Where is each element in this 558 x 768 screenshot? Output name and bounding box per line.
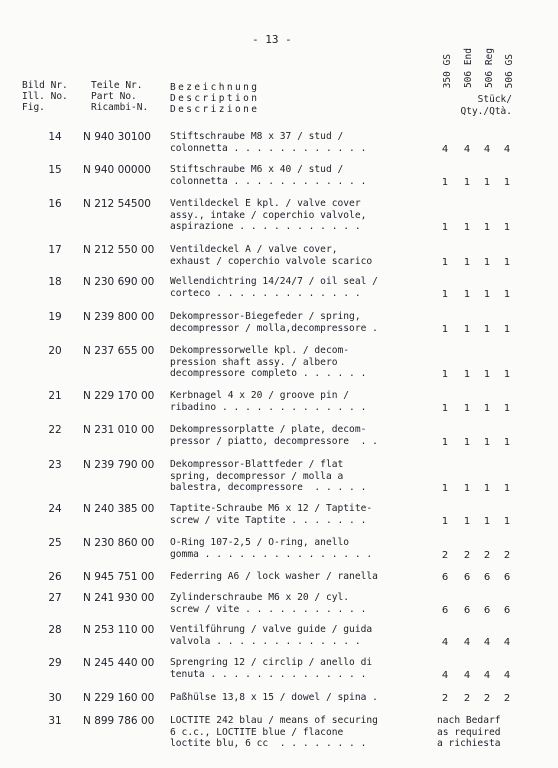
quantity-cell: 1 xyxy=(463,323,471,335)
part-description: Zylinderschraube M6 x 20 / cyl. screw / vite . . . . . . . . . . . xyxy=(170,592,367,615)
part-description: Taptite-Schraube M6 x 12 / Taptite- screw / vite Taptite . . . . . . . xyxy=(170,503,373,526)
header-desc-en: Description xyxy=(170,93,260,104)
quantity-cell: 1 xyxy=(503,323,511,335)
quantity-cell: 1 xyxy=(441,176,449,188)
quantity-cell: 1 xyxy=(483,176,491,188)
part-number: N 940 30100 xyxy=(83,131,151,143)
header-qty-de: Stück/ xyxy=(477,94,512,105)
quantity-cell: 4 xyxy=(503,669,511,681)
figure-number: 22 xyxy=(48,424,62,436)
quantity-cell: 2 xyxy=(503,693,511,704)
figure-number: 16 xyxy=(48,198,62,210)
quantity-cell: 1 xyxy=(441,222,449,233)
part-description: O-Ring 107-2,5 / O-ring, anello gomma . . . . . . . . . . . . . . . xyxy=(170,537,373,560)
quantity-cell: 1 xyxy=(441,323,449,335)
part-number: N 229 170 00 xyxy=(83,390,155,402)
figure-number: 24 xyxy=(48,503,62,515)
header-qty xyxy=(444,94,512,118)
part-description: Stiftschraube M6 x 40 / stud / colonnetta . . . . . . . . . . . . xyxy=(170,164,367,187)
quantity-cell: 1 xyxy=(483,323,491,335)
part-description: Ventilführung / valve guide / guida valvola . . . . . . . . . . . . . xyxy=(170,624,373,647)
figure-number: 27 xyxy=(48,592,62,604)
quantity-cell: 1 xyxy=(463,288,471,300)
quantity-cell: 2 xyxy=(503,549,511,561)
figure-number: 14 xyxy=(48,131,62,143)
header-fig-de: Bild Nr. xyxy=(22,80,68,91)
part-description: Sprengring 12 / circlip / anello di tenuta . . . . . . . . . . . . . . xyxy=(170,657,373,680)
part-number: N 229 160 00 xyxy=(83,692,155,704)
figure-number: 29 xyxy=(48,657,62,669)
model-506-reg: 506 Reg xyxy=(484,47,495,88)
figure-number: 31 xyxy=(48,715,62,727)
part-description: Kerbnagel 4 x 20 / groove pin / ribadino . . . . . . . . . . . . . xyxy=(170,390,367,413)
quantity-cell: 1 xyxy=(503,483,511,494)
quantity-cell: 1 xyxy=(503,515,511,527)
figure-number: 23 xyxy=(48,459,62,471)
quantity-note: nach Bedarf as required a richiesta xyxy=(437,715,501,749)
part-description: Federring A6 / lock washer / ranella xyxy=(170,571,378,582)
quantity-cell: 4 xyxy=(503,143,511,155)
quantity-cell: 1 xyxy=(503,222,511,233)
figure-number: 25 xyxy=(48,537,62,549)
figure-number: 19 xyxy=(48,311,62,323)
figure-number: 17 xyxy=(48,244,62,256)
figure-number: 18 xyxy=(48,276,62,288)
quantity-cell: 6 xyxy=(441,604,449,616)
part-description: Paßhülse 13,8 x 15 / dowel / spina . xyxy=(170,692,378,703)
quantity-cell: 1 xyxy=(463,176,471,188)
quantity-cell: 6 xyxy=(503,572,511,583)
quantity-cell: 1 xyxy=(463,222,471,233)
quantity-cell: 4 xyxy=(463,636,471,648)
quantity-cell: 1 xyxy=(503,436,511,448)
quantity-cell: 1 xyxy=(503,402,511,414)
quantity-cell: 1 xyxy=(483,288,491,300)
quantity-cell: 1 xyxy=(441,402,449,414)
quantity-cell: 6 xyxy=(463,572,471,583)
part-number: N 253 110 00 xyxy=(83,624,155,636)
part-number: N 231 010 00 xyxy=(83,424,155,436)
quantity-cell: 1 xyxy=(483,402,491,414)
quantity-cell: 1 xyxy=(463,483,471,494)
quantity-cell: 6 xyxy=(483,604,491,616)
header-part-it: Ricambi-N. xyxy=(91,102,149,113)
part-description: Dekompressor-Blattfeder / flat spring, decompressor / molla a balestra, decompressore . . . . . xyxy=(170,459,367,493)
header-part-de: Teile Nr. xyxy=(91,80,143,91)
quantity-cell: 1 xyxy=(463,402,471,414)
quantity-cell: 1 xyxy=(441,515,449,527)
figure-number: 26 xyxy=(48,571,62,583)
figure-number: 28 xyxy=(48,624,62,636)
header-fig-it: Fig. xyxy=(22,102,45,113)
quantity-cell: 4 xyxy=(503,636,511,648)
quantity-cell: 6 xyxy=(483,572,491,583)
part-number: N 945 751 00 xyxy=(83,571,155,583)
part-number: N 241 930 00 xyxy=(83,592,155,604)
header-description-column xyxy=(170,82,259,115)
header-desc-it: Descrizione xyxy=(170,104,260,115)
part-number: N 940 00000 xyxy=(83,164,151,176)
quantity-cell: 4 xyxy=(463,143,471,155)
quantity-cell: 1 xyxy=(483,222,491,233)
quantity-cell: 2 xyxy=(463,693,471,704)
part-description: Stiftschraube M8 x 37 / stud / colonnetta . . . . . . . . . . . . xyxy=(170,131,367,154)
part-number: N 240 385 00 xyxy=(83,503,155,515)
part-number: N 230 690 00 xyxy=(83,276,155,288)
quantity-cell: 1 xyxy=(463,515,471,527)
figure-number: 21 xyxy=(48,390,62,402)
part-number: N 899 786 00 xyxy=(83,715,155,727)
quantity-cell: 2 xyxy=(441,549,449,561)
quantity-cell: 1 xyxy=(441,288,449,300)
quantity-cell: 1 xyxy=(441,436,449,448)
quantity-cell: 1 xyxy=(483,483,491,494)
header-fig-column xyxy=(22,80,68,113)
part-description: Dekompressorwelle kpl. / decom- pression shaft assy. / albero decompressore completo . . . . . . xyxy=(170,345,367,379)
quantity-cell: 2 xyxy=(441,693,449,704)
part-description: Ventildeckel A / valve cover, exhaust / coperchio valvole scarico xyxy=(170,244,373,267)
quantity-cell: 6 xyxy=(441,572,449,583)
header-part-en: Part No. xyxy=(91,91,137,102)
quantity-cell: 1 xyxy=(463,436,471,448)
quantity-cell: 4 xyxy=(483,636,491,648)
figure-number: 15 xyxy=(48,164,62,176)
part-number: N 239 790 00 xyxy=(83,459,155,471)
quantity-cell: 1 xyxy=(441,369,449,380)
part-number: N 239 800 00 xyxy=(83,311,155,323)
quantity-cell: 6 xyxy=(463,604,471,616)
quantity-cell: 1 xyxy=(483,256,491,268)
quantity-cell: 1 xyxy=(503,256,511,268)
quantity-cell: 1 xyxy=(503,369,511,380)
quantity-cell: 1 xyxy=(483,515,491,527)
quantity-cell: 1 xyxy=(463,369,471,380)
quantity-cell: 1 xyxy=(503,288,511,300)
part-number: N 245 440 00 xyxy=(83,657,155,669)
part-description: LOCTITE 242 blau / means of securing 6 c.c., LOCTITE blue / flacone loctite blu, 6 cc . . . . . . . . xyxy=(170,715,378,749)
model-headers xyxy=(440,38,520,88)
quantity-cell: 4 xyxy=(441,636,449,648)
quantity-cell: 2 xyxy=(483,549,491,561)
quantity-cell: 2 xyxy=(463,549,471,561)
model-350-gs: 350 GS xyxy=(442,53,453,88)
quantity-cell: 1 xyxy=(441,483,449,494)
page-number: - 13 - xyxy=(252,33,292,46)
header-part-column xyxy=(91,80,148,113)
figure-number: 30 xyxy=(48,692,62,704)
part-description: Ventildeckel E kpl. / valve cover assy., intake / coperchio valvole, aspirazione . . . . . . . . . . . xyxy=(170,198,367,232)
part-description: Wellendichtring 14/24/7 / oil seal / corteco . . . . . . . . . . . . . xyxy=(170,276,378,299)
quantity-cell: 4 xyxy=(441,669,449,681)
quantity-cell: 6 xyxy=(503,604,511,616)
quantity-cell: 1 xyxy=(483,436,491,448)
part-number: N 237 655 00 xyxy=(83,345,155,357)
model-506-end: 506 End xyxy=(463,47,474,88)
part-description: Dekompressor-Biegefeder / spring, decompressor / molla,decompressore . xyxy=(170,311,378,334)
figure-number: 20 xyxy=(48,345,62,357)
quantity-cell: 4 xyxy=(463,669,471,681)
part-number: N 230 860 00 xyxy=(83,537,155,549)
model-506-gs: 506 GS xyxy=(504,53,515,88)
header-desc-de: Bezeichnung xyxy=(170,82,260,93)
quantity-cell: 4 xyxy=(483,143,491,155)
quantity-cell: 1 xyxy=(483,369,491,380)
part-number: N 212 550 00 xyxy=(83,244,155,256)
quantity-cell: 1 xyxy=(503,176,511,188)
header-fig-en: Ill. No. xyxy=(22,91,68,102)
quantity-cell: 1 xyxy=(463,256,471,268)
part-description: Dekompressorplatte / plate, decom- pressor / piatto, decompressore . . xyxy=(170,424,378,447)
quantity-cell: 4 xyxy=(441,143,449,155)
quantity-cell: 1 xyxy=(441,256,449,268)
quantity-cell: 4 xyxy=(483,669,491,681)
part-number: N 212 54500 xyxy=(83,198,151,210)
quantity-cell: 2 xyxy=(483,693,491,704)
header-qty-en: Qty./Qtà. xyxy=(460,106,512,117)
